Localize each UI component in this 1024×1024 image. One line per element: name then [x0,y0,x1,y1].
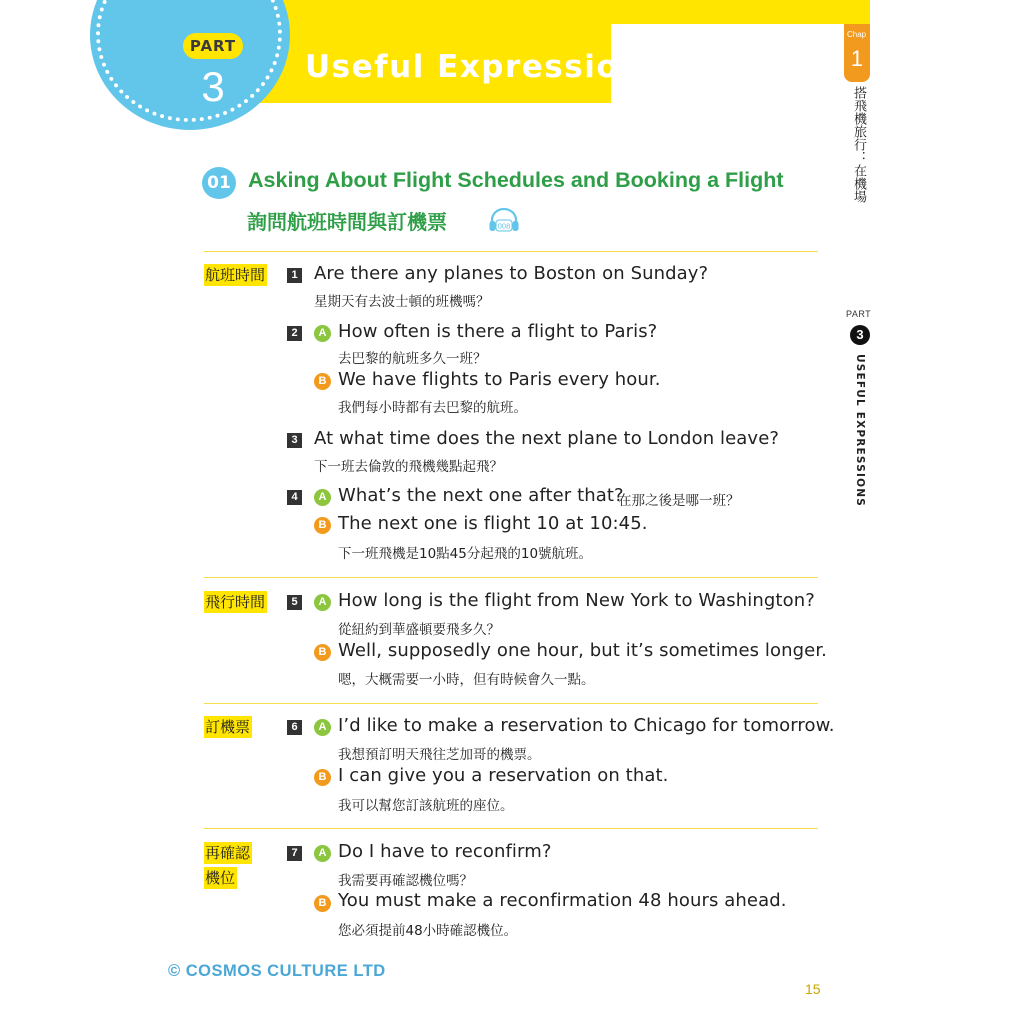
audio-track-number: 008 [497,221,511,231]
speaker-a-badge: A [314,719,331,736]
speaker-a-badge: A [314,845,331,862]
phrase-chinese: 我想預訂明天飛往芝加哥的機票。 [338,747,541,763]
phrase-chinese: 去巴黎的航班多久一班？ [338,351,487,367]
phrase-chinese: 我需要再確認機位嗎？ [338,873,473,889]
side-part-label: PART [846,309,872,319]
headphones-icon[interactable] [488,207,520,233]
phrase-english: You must make a reconfirmation 48 hours ahead. [338,890,787,911]
phrase-english: At what time does the next plane to London leave? [314,428,780,449]
phrase-chinese: 您必須提前48小時確認機位。 [338,923,518,939]
part-label: PART [183,33,243,59]
category-label-reconfirm-line2: 機位 [205,869,236,887]
speaker-a-badge: A [314,594,331,611]
divider [204,251,818,252]
category-label-flight-time: 航班時間 [205,266,266,284]
phrase-chinese: 從紐約到華盛頓要飛多久？ [338,622,500,638]
speaker-b-badge: B [314,517,331,534]
phrase-english: How often is there a flight to Paris? [338,321,658,342]
item-number: 1 [287,268,302,283]
phrase-english: How long is the flight from New York to Washington? [338,590,815,611]
divider [204,577,818,578]
category-label-flying-time: 飛行時間 [205,593,266,611]
phrase-english: Do I have to reconfirm? [338,841,552,862]
phrase-chinese: 在那之後是哪一班？ [618,493,740,509]
phrase-english: What’s the next one after that? [338,485,624,506]
item-number: 6 [287,720,302,735]
phrase-english: Are there any planes to Boston on Sunday? [314,263,709,284]
speaker-b-badge: B [314,895,331,912]
section-number-badge: 01 [202,167,236,199]
page-number: 15 [805,981,821,997]
speaker-b-badge: B [314,769,331,786]
chapter-tab-number: 1 [850,46,864,71]
side-part-number: 3 [850,325,870,345]
chapter-title-vertical: 搭飛機旅行：在機場 [851,86,866,203]
speaker-a-badge: A [314,489,331,506]
category-label-booking: 訂機票 [205,718,251,736]
item-number: 7 [287,846,302,861]
phrase-english: The next one is flight 10 at 10:45. [338,513,648,534]
speaker-b-badge: B [314,644,331,661]
page-title: Useful Expressions [305,49,663,85]
chapter-tab-label: Chap [847,30,867,39]
speaker-b-badge: B [314,373,331,390]
phrase-chinese: 我們每小時都有去巴黎的航班。 [338,400,527,416]
phrase-english: I can give you a reservation on that. [338,765,669,786]
item-number: 4 [287,490,302,505]
item-number: 5 [287,595,302,610]
phrase-english: Well, supposedly one hour, but it’s sometimes longer. [338,640,828,661]
category-label-reconfirm: 再確認 [205,844,251,862]
phrase-chinese: 我可以幫您訂該航班的座位。 [338,798,514,814]
item-number: 3 [287,433,302,448]
side-part-title-vertical: USEFUL EXPRESSIONS [854,354,866,507]
part-number: 3 [201,63,225,110]
section-title-chinese: 詢問航班時間與訂機票 [247,210,447,234]
phrase-chinese: 嗯，大概需要一小時，但有時候會久一點。 [338,672,595,688]
phrase-chinese: 下一班去倫敦的飛機幾點起飛？ [314,459,503,475]
divider [204,828,818,829]
divider [204,703,818,704]
section-title-english: Asking About Flight Schedules and Booking a Flight [248,168,784,192]
phrase-english: I’d like to make a reservation to Chicago for tomorrow. [338,715,835,736]
item-number: 2 [287,326,302,341]
phrase-chinese: 下一班飛機是10點45分起飛的10號航班。 [338,546,593,562]
speaker-a-badge: A [314,325,331,342]
phrase-chinese: 星期天有去波士頓的班機嗎？ [314,294,490,310]
phrase-english: We have flights to Paris every hour. [338,369,661,390]
copyright-notice: © COSMOS CULTURE LTD [168,962,386,980]
